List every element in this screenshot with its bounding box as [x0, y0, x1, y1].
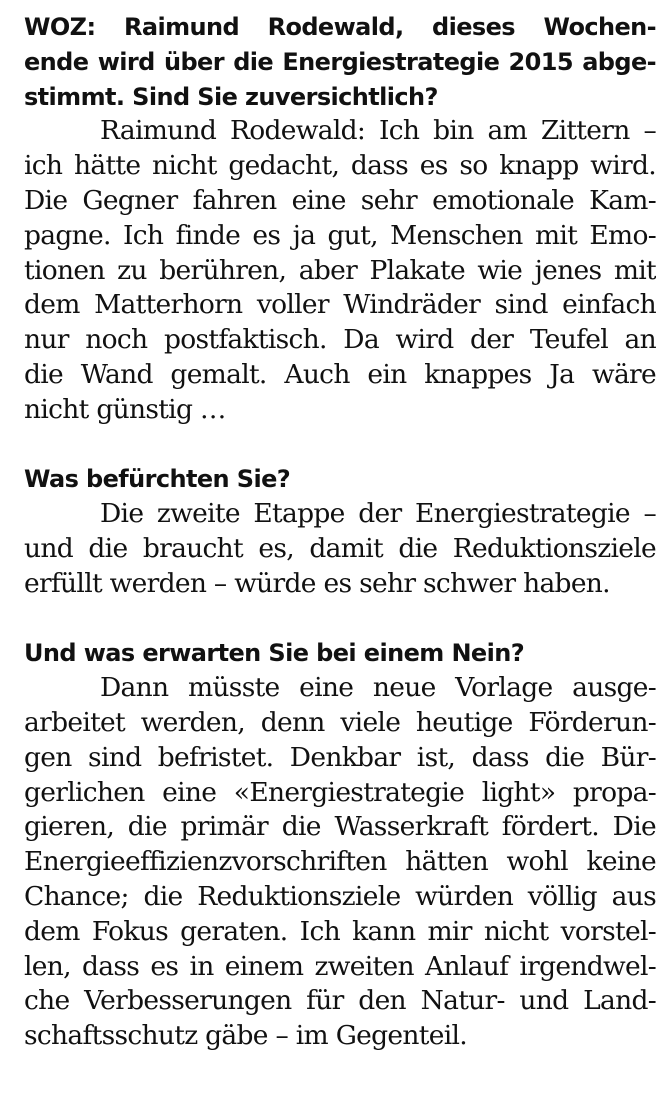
answer-line: che Verbesserungen für den Natur- und Land-: [24, 985, 656, 1017]
answer-line: nicht günstig …: [24, 393, 226, 425]
question-line: ende wird über die Energiestrategie 2015 abge-: [24, 47, 656, 76]
answer-1: [24, 114, 656, 427]
answer-line: Die zweite Etappe der Energiestrategie –: [100, 498, 656, 530]
answer-line: len, dass es in einem zweiten Anlauf irgendwel-: [24, 950, 656, 982]
answer-line: pagne. Ich finde es ja gut, Menschen mit Emo-: [24, 219, 656, 251]
question-line: WOZ: Raimund Rodewald, dieses Wochen-: [24, 13, 656, 41]
answer-line: und die braucht es, damit die Reduktionsziele: [24, 532, 656, 564]
interview-article: [24, 10, 656, 1054]
answer-line: erfüllt werden – würde es sehr schwer haben.: [24, 567, 610, 599]
answer-line: Energieeffizienzvorschriften hätten wohl keine: [24, 846, 656, 878]
question-line: Was befürchten Sie?: [24, 465, 291, 494]
answer-line: Chance; die Reduktionsziele würden völlig aus: [24, 880, 656, 912]
question-3: [24, 636, 656, 671]
paragraph-gap: [24, 428, 656, 463]
question-line: stimmt. Sind Sie zuversichtlich?: [24, 82, 438, 111]
paragraph-gap: [24, 602, 656, 637]
answer-line: dem Matterhorn voller Windräder sind einfach: [24, 289, 656, 321]
question-1: [24, 10, 656, 114]
answer-line: ich hätte nicht gedacht, dass es so knapp wird.: [24, 150, 656, 182]
question-line: Und was erwarten Sie bei einem Nein?: [24, 639, 525, 668]
answer-line: gen sind befristet. Denkbar ist, dass die Bür-: [24, 741, 656, 773]
answer-line: tionen zu berühren, aber Plakate wie jenes mit: [24, 254, 656, 286]
answer-line: gieren, die primär die Wasserkraft fördert. Die: [24, 811, 656, 843]
answer-3: [24, 671, 656, 1054]
answer-line: dem Fokus geraten. Ich kann mir nicht vorstel-: [24, 915, 656, 947]
answer-line: Raimund Rodewald: Ich bin am Zittern –: [100, 115, 656, 147]
question-2: [24, 462, 656, 497]
answer-line: die Wand gemalt. Auch ein knappes Ja wäre: [24, 358, 656, 390]
answer-line: Dann müsste eine neue Vorlage ausge-: [100, 672, 656, 704]
answer-2: [24, 497, 656, 601]
answer-line: schaftsschutz gäbe – im Gegenteil.: [24, 1020, 467, 1052]
answer-line: arbeitet werden, denn viele heutige Förderun-: [24, 706, 656, 738]
answer-line: gerlichen eine «Energiestrategie light» propa-: [24, 776, 656, 808]
answer-line: nur noch postfaktisch. Da wird der Teufel an: [24, 324, 656, 356]
answer-line: Die Gegner fahren eine sehr emotionale Kam-: [24, 184, 656, 216]
